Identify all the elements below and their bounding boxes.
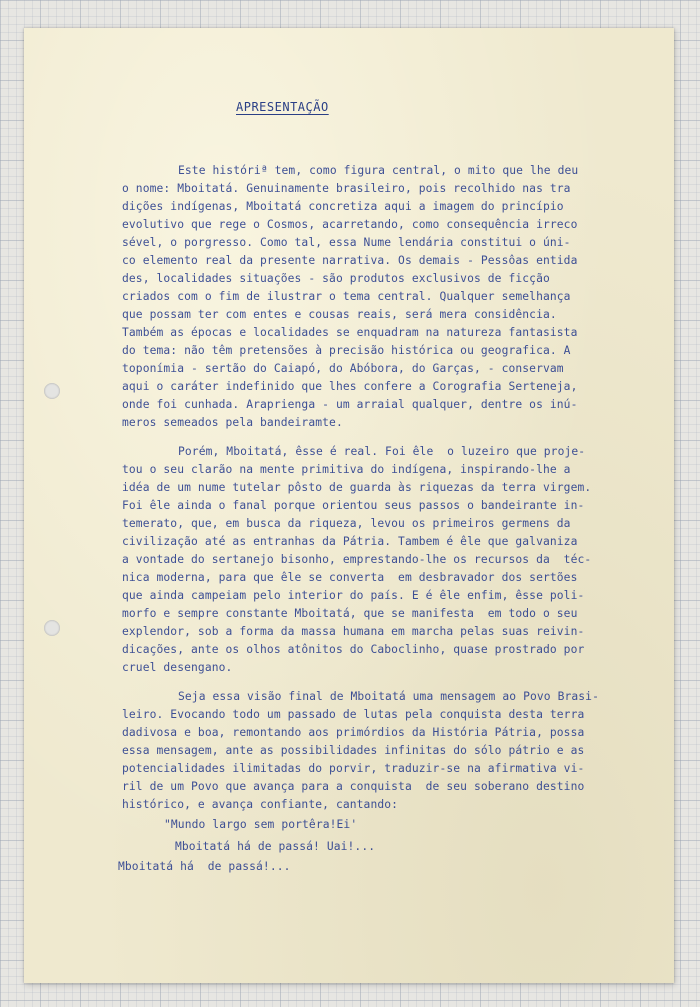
document-title: APRESENTAÇÃO: [236, 100, 329, 114]
text-line: criados com o fim de ilustrar o tema central. Qualquer semelhança: [122, 290, 571, 303]
text-line: Seja essa visão final de Mboitatá uma mensagem ao Povo Brasi-: [178, 690, 599, 703]
text-line: morfo e sempre constante Mboitatá, que se manifesta em todo o seu: [122, 607, 578, 620]
text-line: explendor, sob a forma da massa humana em marcha pelas suas reivin-: [122, 625, 585, 638]
text-line: histórico, e avança confiante, cantando:: [122, 798, 399, 811]
text-line: do tema: não têm pretensões à precisão histórica ou geografica. A: [122, 344, 571, 357]
text-line: des, localidades situações - são produtos exclusivos de ficção: [122, 272, 550, 285]
text-line: Mboitatá há de passá!...: [118, 860, 291, 873]
text-line: potencialidades ilimitadas do porvir, traduzir-se na afirmativa vi-: [122, 762, 585, 775]
text-line: idéa de um nume tutelar pôsto de guarda às riquezas da terra virgem.: [122, 481, 592, 494]
text-line: Porém, Mboitatá, êsse é real. Foi êle o luzeiro que proje-: [178, 445, 586, 458]
text-line: Mboitatá há de passá! Uai!...: [175, 840, 376, 853]
text-line: Foi êle ainda o fanal porque orientou seus passos o bandeirante in-: [122, 499, 585, 512]
text-line: temerato, que, em busca da riqueza, levou os primeiros germens da: [122, 517, 571, 530]
text-line: tou o seu clarão na mente primitiva do indígena, inspirando-lhe a: [122, 463, 571, 476]
text-line: nica moderna, para que êle se converta em desbravador dos sertões: [122, 571, 578, 584]
text-line: toponímia - sertão do Caiapó, do Abóbora, do Garças, - conservam: [122, 362, 564, 375]
text-line: evolutivo que rege o Cosmos, acarretando, como consequência irreco: [122, 218, 578, 231]
text-line: Também as épocas e localidades se enquadram na natureza fantasista: [122, 326, 578, 339]
text-line: o nome: Mboitatá. Genuinamente brasileiro, pois recolhido nas tra: [122, 182, 571, 195]
text-line: civilização até as entranhas da Pátria. Tambem é êle que galvaniza: [122, 535, 578, 548]
text-line: dicações, ante os olhos atônitos do Caboclinho, quase prostrado por: [122, 643, 585, 656]
text-line: dadivosa e boa, remontando aos primórdios da História Pátria, possa: [122, 726, 585, 739]
text-line: cruel desengano.: [122, 661, 233, 674]
text-line: essa mensagem, ante as possibilidades infinitas do sólo pátrio e as: [122, 744, 585, 757]
text-line: "Mundo largo sem portêra!Ei': [164, 818, 358, 831]
text-line: Este históriª tem, como figura central, o mito que lhe deu: [178, 164, 579, 177]
text-line: que ainda campeiam pelo interior do país. E é êle enfim, êsse poli-: [122, 589, 585, 602]
text-line: onde foi cunhada. Araprienga - um arraial qualquer, dentre os inú-: [122, 398, 578, 411]
text-line: leiro. Evocando todo um passado de lutas pela conquista desta terra: [122, 708, 585, 721]
text-line: sével, o porgresso. Como tal, essa Nume lendária constitui o úni-: [122, 236, 571, 249]
punch-hole-bottom: [44, 620, 60, 636]
text-line: dições indígenas, Mboitatá concretiza aqui a imagem do princípio: [122, 200, 564, 213]
punch-hole-top: [44, 383, 60, 399]
text-line: co elemento real da presente narrativa. Os demais - Pessôas entida: [122, 254, 578, 267]
text-line: a vontade do sertanejo bisonho, emprestando-lhe os recursos da téc-: [122, 553, 592, 566]
text-line: ril de um Povo que avança para a conquista de seu soberano destino: [122, 780, 585, 793]
text-line: que possam ter com entes e cousas reais, será mera considência.: [122, 308, 557, 321]
text-line: aqui o caráter indefinido que lhes confere a Corografia Serteneja,: [122, 380, 578, 393]
text-line: meros semeados pela bandeiramte.: [122, 416, 343, 429]
